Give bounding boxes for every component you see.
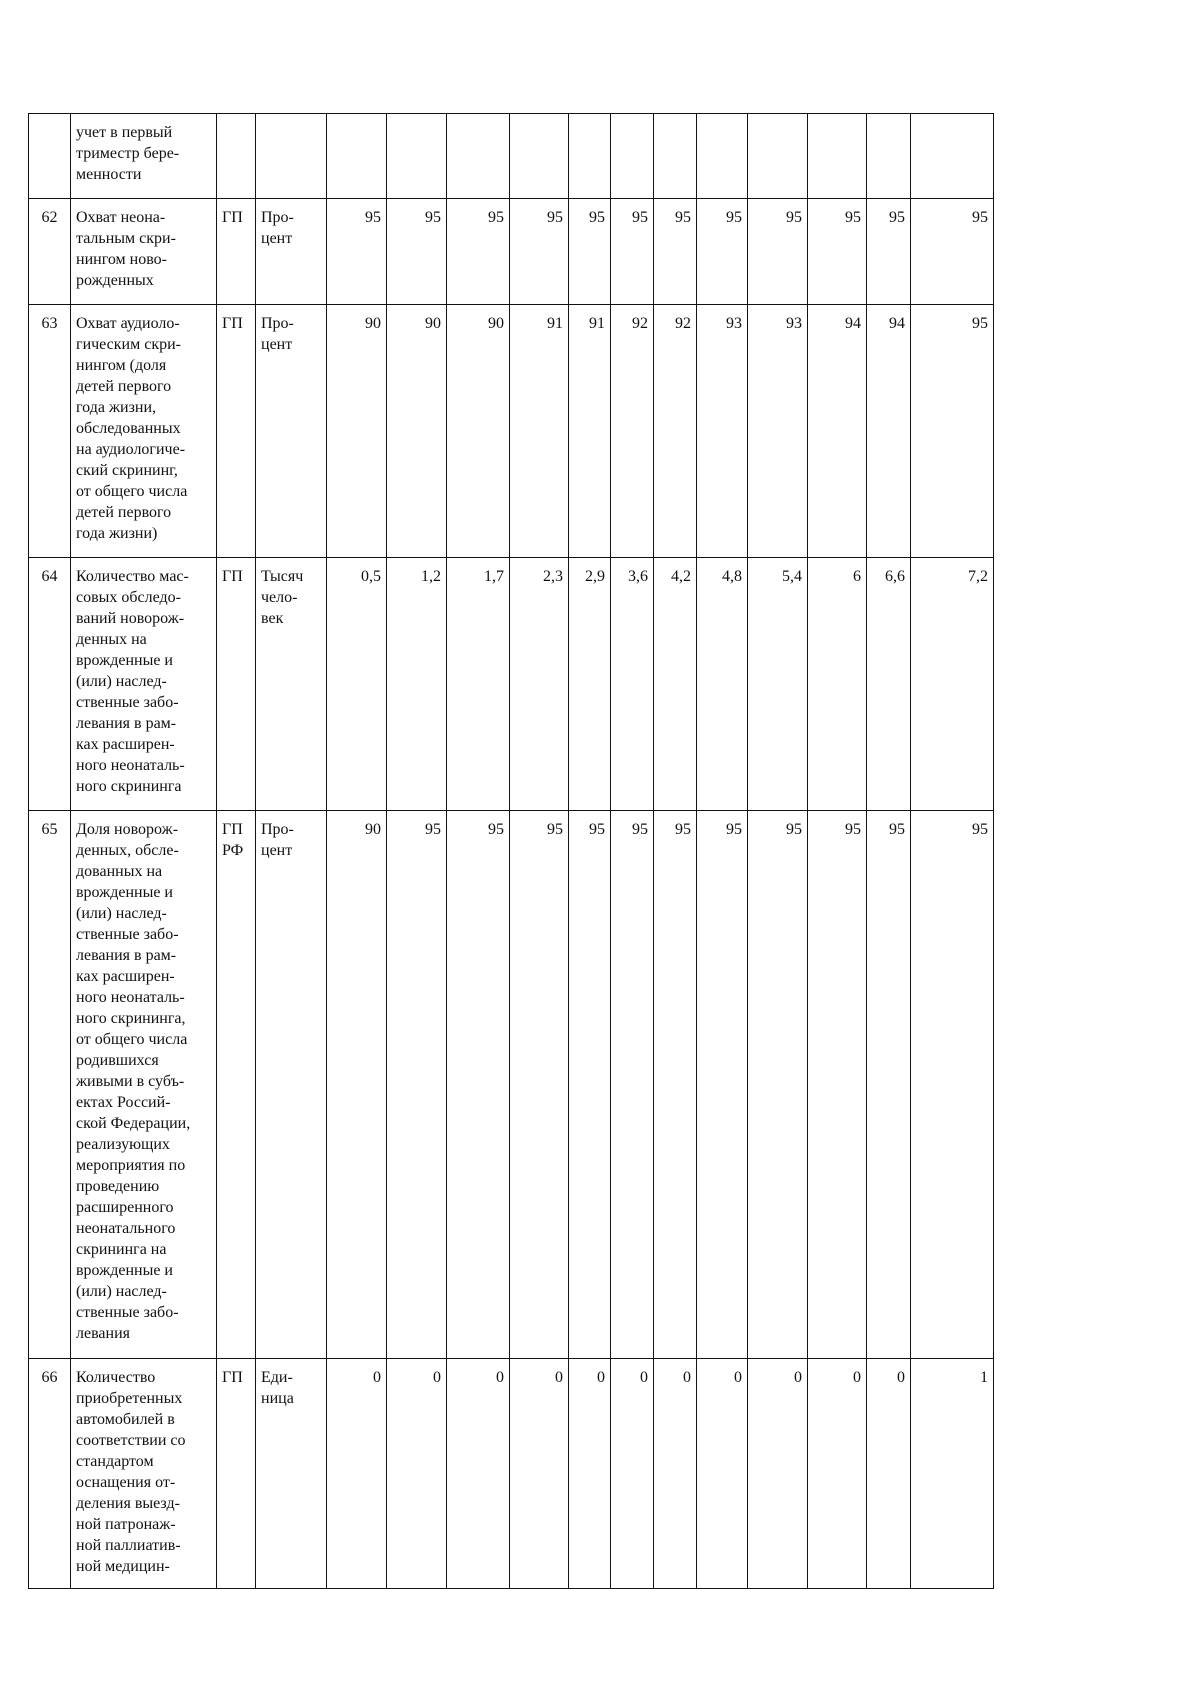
row-number: 66 xyxy=(29,1359,71,1589)
value-cell: 95 xyxy=(569,811,611,1359)
indicators-table xyxy=(28,113,994,1589)
value-cell: 0 xyxy=(447,1359,510,1589)
value-cell: 0 xyxy=(611,1359,654,1589)
value-cell: 95 xyxy=(447,199,510,305)
value-cell: 95 xyxy=(387,199,447,305)
value-cell: 90 xyxy=(387,305,447,558)
value-cell: 95 xyxy=(697,199,748,305)
value-cell xyxy=(447,114,510,199)
table-row xyxy=(29,199,994,305)
value-cell: 95 xyxy=(654,199,697,305)
row-number: 63 xyxy=(29,305,71,558)
value-cell: 7,2 xyxy=(911,558,994,811)
value-cell: 1,7 xyxy=(447,558,510,811)
indicator-name: учет в первый триместр бере- менности xyxy=(71,114,217,199)
indicator-name: Доля новорож- денных, обсле- дованных на врожденные и (или) наслед- ственные забо- левания в рам- ках расширен- ного неонаталь- ного скрининга, от общего числа родившихся живыми в субъ- ектах Россий- ской Федерации, реализующих мероприятия по проведению расширенного неонатального скрининга на врожденные и (или) наслед- ственные забо- левания xyxy=(71,811,217,1359)
row-number: 64 xyxy=(29,558,71,811)
value-cell: 91 xyxy=(569,305,611,558)
row-number: 65 xyxy=(29,811,71,1359)
value-cell xyxy=(748,114,808,199)
source-cell: ГП РФ xyxy=(217,811,256,1359)
value-cell: 0 xyxy=(867,1359,911,1589)
value-cell: 95 xyxy=(447,811,510,1359)
value-cell: 95 xyxy=(867,199,911,305)
unit-cell: Про- цент xyxy=(256,199,327,305)
value-cell: 5,4 xyxy=(748,558,808,811)
value-cell: 6 xyxy=(808,558,867,811)
value-cell xyxy=(510,114,569,199)
row-number xyxy=(29,114,71,199)
unit-cell: Про- цент xyxy=(256,811,327,1359)
value-cell: 95 xyxy=(387,811,447,1359)
value-cell: 93 xyxy=(748,305,808,558)
value-cell xyxy=(611,114,654,199)
table-row xyxy=(29,114,994,199)
value-cell: 95 xyxy=(808,199,867,305)
value-cell: 0 xyxy=(748,1359,808,1589)
indicator-name: Охват неона- тальным скри- нингом ново- рожденных xyxy=(71,199,217,305)
value-cell: 95 xyxy=(911,811,994,1359)
source-cell xyxy=(217,114,256,199)
value-cell: 95 xyxy=(748,199,808,305)
value-cell: 1 xyxy=(911,1359,994,1589)
value-cell: 95 xyxy=(510,199,569,305)
table-row xyxy=(29,811,994,1359)
value-cell: 4,8 xyxy=(697,558,748,811)
value-cell: 0 xyxy=(808,1359,867,1589)
value-cell: 95 xyxy=(867,811,911,1359)
value-cell xyxy=(387,114,447,199)
source-cell: ГП xyxy=(217,558,256,811)
value-cell xyxy=(911,114,994,199)
value-cell: 2,3 xyxy=(510,558,569,811)
value-cell: 2,9 xyxy=(569,558,611,811)
value-cell xyxy=(654,114,697,199)
indicator-name: Охват аудиоло- гическим скри- нингом (доля детей первого года жизни, обследованных на аудиологиче- ский скрининг, от общего числа детей первого года жизни) xyxy=(71,305,217,558)
value-cell: 90 xyxy=(327,811,387,1359)
value-cell xyxy=(867,114,911,199)
value-cell: 95 xyxy=(510,811,569,1359)
source-cell: ГП xyxy=(217,305,256,558)
row-number: 62 xyxy=(29,199,71,305)
table-row xyxy=(29,305,994,558)
value-cell: 0 xyxy=(327,1359,387,1589)
value-cell: 91 xyxy=(510,305,569,558)
indicator-name: Количество приобретенных автомобилей в соответствии со стандартом оснащения от- деления выезд- ной патронаж- ной паллиатив- ной медицин- xyxy=(71,1359,217,1589)
value-cell xyxy=(327,114,387,199)
value-cell: 3,6 xyxy=(611,558,654,811)
value-cell: 0 xyxy=(569,1359,611,1589)
unit-cell xyxy=(256,114,327,199)
value-cell: 0,5 xyxy=(327,558,387,811)
unit-cell: Еди- ница xyxy=(256,1359,327,1589)
value-cell xyxy=(808,114,867,199)
value-cell: 90 xyxy=(327,305,387,558)
source-cell: ГП xyxy=(217,199,256,305)
value-cell: 95 xyxy=(611,811,654,1359)
value-cell: 0 xyxy=(697,1359,748,1589)
indicator-name: Количество мас- совых обследо- ваний новорож- денных на врожденные и (или) наслед- ственные забо- левания в рам- ках расширен- ного неонаталь- ного скрининга xyxy=(71,558,217,811)
value-cell: 0 xyxy=(654,1359,697,1589)
value-cell xyxy=(697,114,748,199)
value-cell: 94 xyxy=(808,305,867,558)
value-cell: 95 xyxy=(911,199,994,305)
value-cell: 95 xyxy=(611,199,654,305)
value-cell: 0 xyxy=(510,1359,569,1589)
value-cell: 92 xyxy=(611,305,654,558)
value-cell: 6,6 xyxy=(867,558,911,811)
value-cell: 0 xyxy=(387,1359,447,1589)
value-cell: 95 xyxy=(911,305,994,558)
value-cell: 4,2 xyxy=(654,558,697,811)
value-cell: 95 xyxy=(808,811,867,1359)
value-cell: 92 xyxy=(654,305,697,558)
table-body xyxy=(29,114,994,1589)
value-cell: 95 xyxy=(748,811,808,1359)
value-cell: 1,2 xyxy=(387,558,447,811)
unit-cell: Про- цент xyxy=(256,305,327,558)
value-cell: 95 xyxy=(654,811,697,1359)
table-row xyxy=(29,558,994,811)
unit-cell: Тысяч чело- век xyxy=(256,558,327,811)
source-cell: ГП xyxy=(217,1359,256,1589)
value-cell xyxy=(569,114,611,199)
table-row xyxy=(29,1359,994,1589)
value-cell: 93 xyxy=(697,305,748,558)
value-cell: 95 xyxy=(569,199,611,305)
value-cell: 94 xyxy=(867,305,911,558)
value-cell: 95 xyxy=(327,199,387,305)
value-cell: 95 xyxy=(697,811,748,1359)
value-cell: 90 xyxy=(447,305,510,558)
